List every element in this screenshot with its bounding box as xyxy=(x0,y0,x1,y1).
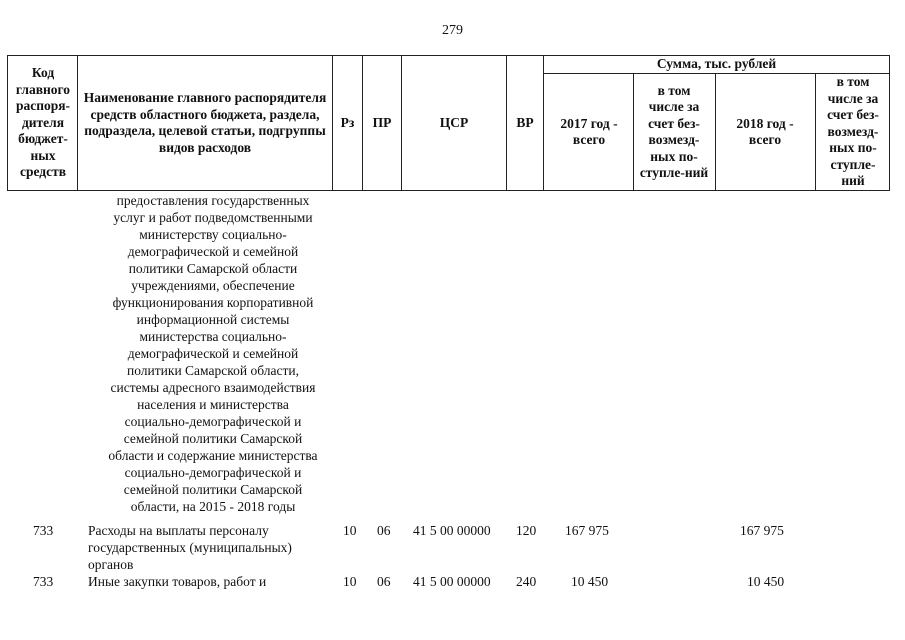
desc-line: области, на 2015 - 2018 годы xyxy=(130,499,296,514)
desc-line: системы адресного взаимодействия xyxy=(110,380,316,395)
row-2018-total: 167 975 xyxy=(740,523,784,538)
page-number: 279 xyxy=(442,23,463,38)
row-pr: 06 xyxy=(377,523,391,538)
desc-line: семейной политики Самарской xyxy=(123,482,303,497)
col-border-1 xyxy=(77,55,78,191)
header-name: Наименование главного распорядителя средств областного бюджета, раздела, подраздела, целевой статьи, подгруппы видов расходов xyxy=(83,90,327,155)
row-name-line: Расходы на выплаты персоналу xyxy=(88,523,269,538)
desc-line: социально-демографической и xyxy=(124,465,302,480)
header-2017-total: 2017 год - всего xyxy=(560,115,618,147)
desc-line: учреждениями, обеспечение xyxy=(131,278,295,293)
header-bottom-border xyxy=(7,190,890,191)
col-border-6 xyxy=(543,55,544,191)
row-name-line: государственных (муниципальных) xyxy=(88,540,292,555)
row-vr: 240 xyxy=(516,574,537,589)
desc-line: министерства социально- xyxy=(139,329,287,344)
desc-line: предоставления государственных xyxy=(116,193,310,208)
desc-line: демографической и семейной xyxy=(127,346,299,361)
header-vr: ВР xyxy=(516,114,534,130)
row-name-line: органов xyxy=(88,557,134,572)
row-code: 733 xyxy=(33,574,54,589)
row-2017-total: 167 975 xyxy=(565,523,609,538)
header-rz: Рз xyxy=(340,114,355,130)
col-border-7 xyxy=(633,73,634,191)
row-vr: 120 xyxy=(516,523,537,538)
row-pr: 06 xyxy=(377,574,391,589)
row-name xyxy=(88,522,338,573)
row-code: 733 xyxy=(33,523,54,538)
desc-line: политики Самарской области xyxy=(128,261,298,276)
desc-line: населения и министерства xyxy=(137,397,289,412)
col-border-0 xyxy=(7,55,8,191)
col-border-10 xyxy=(889,55,890,191)
desc-line: информационной системы xyxy=(136,312,290,327)
row-name-line: Иные закупки товаров, работ и xyxy=(88,574,267,589)
col-border-8 xyxy=(715,73,716,191)
desc-line: социально-демографической и xyxy=(124,414,302,429)
header-code: Код главного распоря-дителя бюджет-ных средств xyxy=(15,65,71,180)
col-border-9 xyxy=(815,73,816,191)
row-csr: 41 5 00 00000 xyxy=(413,523,491,538)
desc-line: услуг и работ подведомственными xyxy=(113,210,313,225)
header-2017-free: в том числе за счет без-возмезд-ных по-ступле-ний xyxy=(639,82,709,180)
desc-line: функционирования корпоративной xyxy=(112,295,314,310)
header-2018-total: 2018 год - всего xyxy=(736,115,794,147)
table-header xyxy=(7,55,890,190)
desc-line: семейной политики Самарской xyxy=(123,431,303,446)
continuation-description xyxy=(88,192,338,515)
desc-line: политики Самарской области, xyxy=(127,363,299,378)
row-name xyxy=(88,573,338,590)
desc-line: демографической и семейной xyxy=(127,244,299,259)
header-2018-free: в том числе за счет без-возмезд-ных по-ступле-ний xyxy=(827,74,879,189)
row-csr: 41 5 00 00000 xyxy=(413,574,491,589)
header-pr: ПР xyxy=(372,114,392,130)
desc-line: министерству социально- xyxy=(139,227,287,242)
row-2017-total: 10 450 xyxy=(571,574,609,589)
row-2018-total: 10 450 xyxy=(747,574,785,589)
row-rz: 10 xyxy=(343,574,357,589)
header-csr: ЦСР xyxy=(439,114,469,130)
header-sum-group: Сумма, тыс. рублей xyxy=(656,55,777,71)
row-rz: 10 xyxy=(343,523,357,538)
desc-line: области и содержание министерства xyxy=(108,448,318,463)
